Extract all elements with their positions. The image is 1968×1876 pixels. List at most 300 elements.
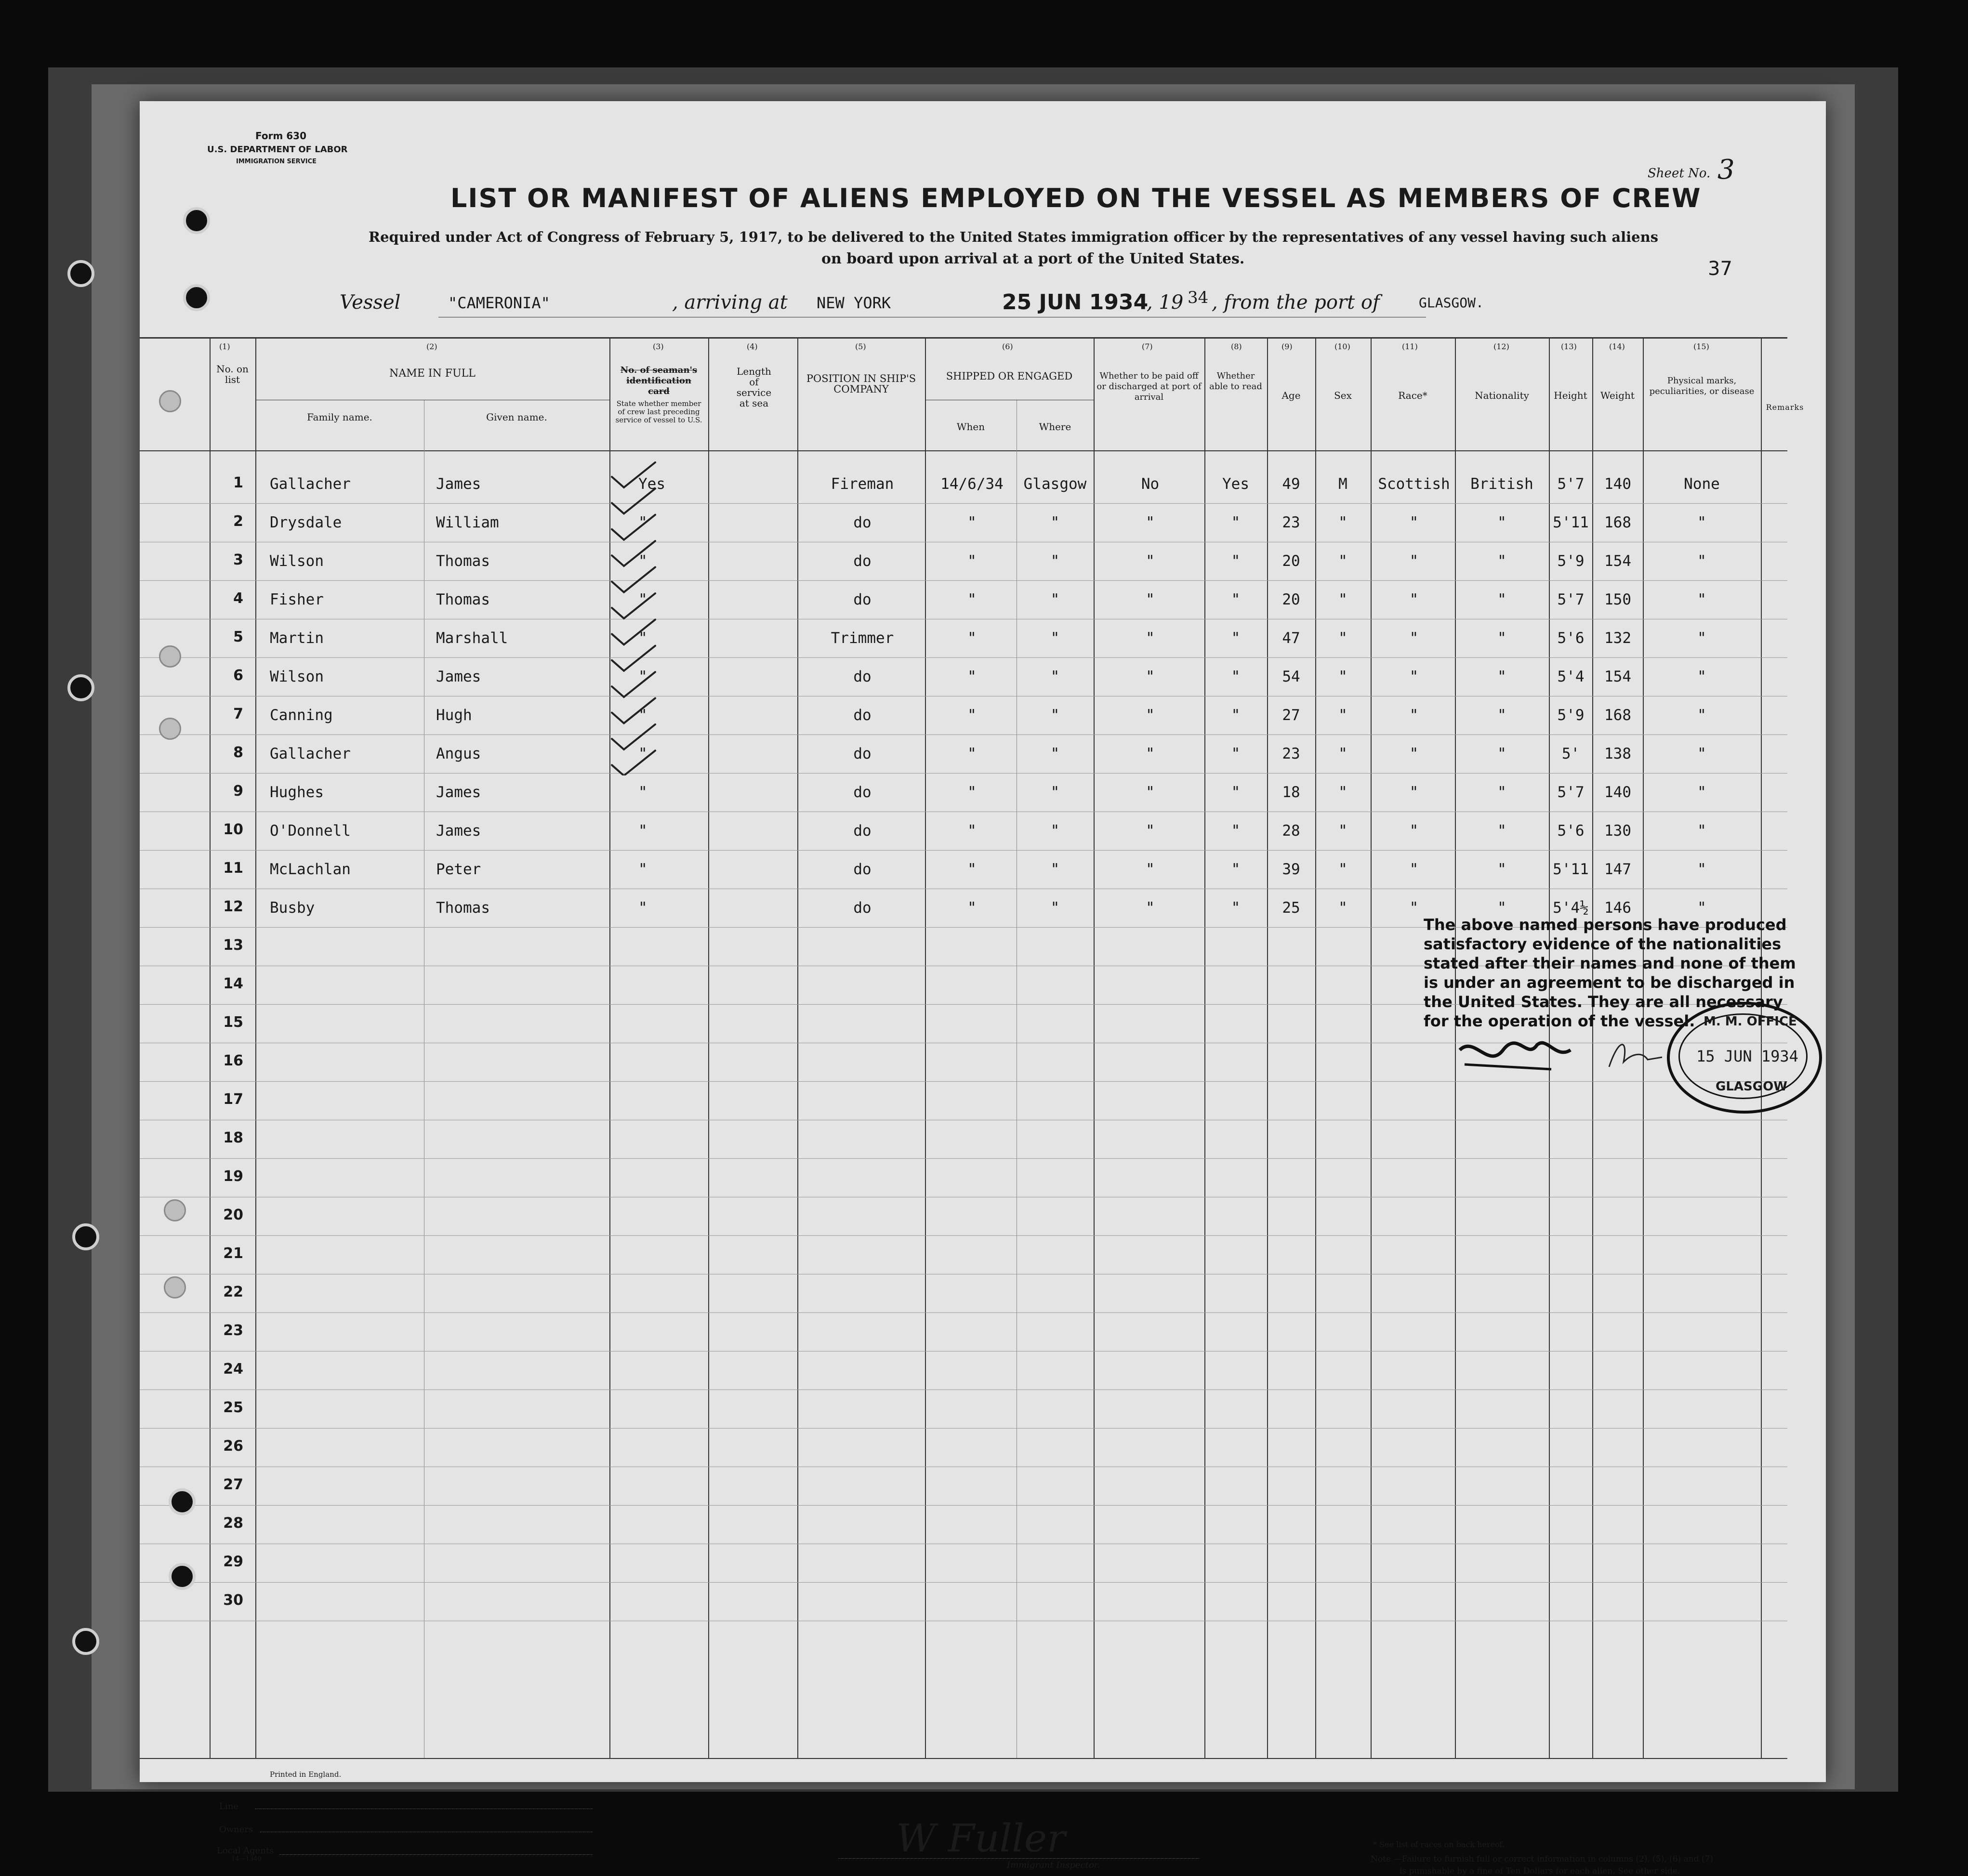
cell-served: "	[638, 822, 647, 840]
cell-family: Gallacher	[270, 475, 351, 493]
cell-read: "	[1231, 630, 1241, 647]
cell-where: "	[1050, 591, 1060, 608]
cell-given: Thomas	[436, 552, 490, 570]
cell-sex: "	[1338, 899, 1347, 917]
cell-family: Busby	[270, 899, 315, 917]
binder-hole	[159, 390, 181, 412]
cell-when: "	[967, 861, 977, 878]
certification-line: stated after their names and none of them	[1424, 954, 1796, 972]
binder-hole	[169, 1563, 196, 1590]
row-number: 2	[233, 513, 243, 530]
cell-given: James	[436, 668, 481, 685]
header-name-in-full: NAME IN FULL	[389, 367, 475, 380]
cell-marks: "	[1697, 591, 1706, 608]
races-note: * See list of races on back hereof.	[1373, 1840, 1505, 1849]
cell-race: "	[1409, 630, 1419, 647]
cell-when: "	[967, 630, 977, 647]
cell-position: do	[853, 707, 872, 724]
vessel-name: "CAMERONIA"	[448, 294, 550, 312]
check-mark	[612, 698, 655, 723]
cell-served: "	[638, 514, 647, 531]
cell-race: "	[1409, 822, 1419, 840]
service: IMMIGRATION SERVICE	[236, 158, 317, 165]
cell-read: "	[1231, 822, 1241, 840]
year-suffix: 34	[1188, 288, 1209, 307]
binder-hole	[72, 1223, 99, 1250]
table-row	[140, 465, 1787, 503]
agents-code: 14—1340	[231, 1855, 262, 1863]
binder-hole	[164, 1199, 186, 1221]
cell-position: do	[853, 822, 872, 840]
row-number: 4	[233, 590, 243, 607]
cell-marks: "	[1697, 899, 1706, 917]
cell-position: do	[853, 899, 872, 917]
cell-given: Thomas	[436, 591, 490, 608]
cell-race: "	[1409, 514, 1419, 531]
cell-read: "	[1231, 514, 1241, 531]
cell-weight: 140	[1604, 475, 1631, 493]
row-rule	[140, 1428, 1787, 1429]
header-physical-marks: Physical marks, peculiarities, or disease	[1649, 376, 1755, 396]
cell-race: "	[1409, 745, 1419, 762]
table-row	[140, 850, 1787, 889]
cell-when: "	[967, 784, 977, 801]
header-able-to-read: Whether able to read	[1209, 371, 1262, 392]
cell-served: "	[638, 552, 647, 570]
header-shipped: SHIPPED OR ENGAGED	[946, 370, 1073, 382]
cell-when: "	[967, 899, 977, 917]
row-number: 20	[223, 1207, 243, 1223]
manifest-sheet	[140, 101, 1826, 1876]
stamp-bottom: GLASGOW	[1716, 1079, 1787, 1094]
cell-when: "	[967, 822, 977, 840]
binder-hole	[159, 718, 181, 740]
cell-where: "	[1050, 745, 1060, 762]
cell-height: 5'7	[1557, 784, 1585, 801]
row-number: 18	[223, 1129, 243, 1146]
cell-paid: "	[1146, 707, 1155, 724]
note-line-2: is punishable by a fine of Ten Dollars for each alien. See other side.	[1400, 1866, 1680, 1876]
subtitle-2: on board upon arrival at a port of the United States.	[821, 250, 1245, 267]
check-mark	[612, 515, 655, 540]
officer-initials	[1604, 1033, 1667, 1076]
arriving-label: , arriving at	[672, 291, 788, 314]
form-number: Form 630	[255, 130, 307, 142]
cell-height: 5'9	[1557, 707, 1585, 724]
cell-weight: 150	[1604, 591, 1631, 608]
row-number: 19	[223, 1168, 243, 1185]
table-row	[140, 542, 1787, 580]
cell-read: "	[1231, 552, 1241, 570]
cell-when: "	[967, 552, 977, 570]
cell-nationality: "	[1497, 668, 1506, 685]
row-number: 5	[233, 629, 243, 645]
cell-paid: "	[1146, 630, 1155, 647]
cell-height: 5'4	[1557, 668, 1585, 685]
cell-paid: "	[1146, 822, 1155, 840]
cell-position: do	[853, 861, 872, 878]
cell-marks: None	[1684, 475, 1720, 493]
table-row	[140, 657, 1787, 696]
table-row	[140, 619, 1787, 657]
cell-where: "	[1050, 784, 1060, 801]
cell-marks: "	[1697, 822, 1706, 840]
cell-family: Gallacher	[270, 745, 351, 762]
cell-where: "	[1050, 822, 1060, 840]
cell-read: Yes	[1222, 475, 1249, 493]
cell-height: 5'6	[1557, 630, 1585, 647]
cell-sex: "	[1338, 822, 1347, 840]
cell-where: "	[1050, 552, 1060, 570]
cell-sex: "	[1338, 514, 1347, 531]
department: U.S. DEPARTMENT OF LABOR	[207, 144, 348, 155]
header-nationality: Nationality	[1475, 390, 1529, 401]
header-given-name: Given name.	[486, 411, 547, 423]
cell-weight: 154	[1604, 552, 1631, 570]
cell-where: "	[1050, 630, 1060, 647]
binder-hole	[159, 645, 181, 668]
row-number: 1	[233, 474, 243, 491]
cell-family: McLachlan	[270, 861, 351, 878]
line-label: Line	[219, 1801, 238, 1811]
cell-position: Fireman	[831, 475, 894, 493]
cell-marks: "	[1697, 861, 1706, 878]
from-label: , from the port of	[1212, 291, 1380, 314]
cell-weight: 146	[1604, 899, 1631, 917]
row-number: 27	[223, 1476, 243, 1493]
cell-paid: "	[1146, 861, 1155, 878]
cell-height: 5'4½	[1553, 899, 1589, 917]
col-num-1: (1)	[219, 342, 230, 351]
col-num-4: (4)	[747, 342, 758, 351]
check-mark	[612, 619, 655, 644]
cell-nationality: "	[1497, 591, 1506, 608]
col-num-11: (11)	[1402, 342, 1418, 351]
cell-position: Trimmer	[831, 630, 894, 647]
certification-line: satisfactory evidence of the nationalities	[1424, 935, 1782, 953]
binder-hole	[67, 260, 94, 287]
cell-served: Yes	[638, 475, 665, 493]
cell-marks: "	[1697, 514, 1706, 531]
row-number: 11	[223, 860, 243, 877]
cell-given: Thomas	[436, 899, 490, 917]
cell-read: "	[1231, 707, 1241, 724]
col-num-5: (5)	[855, 342, 866, 351]
cell-where: "	[1050, 514, 1060, 531]
cell-family: Wilson	[270, 552, 324, 570]
col-num-15: (15)	[1693, 342, 1709, 351]
binder-hole	[183, 207, 210, 234]
checkmarks	[602, 448, 718, 775]
col-num-2: (2)	[426, 342, 437, 351]
cell-weight: 168	[1604, 514, 1631, 531]
cell-served: "	[638, 784, 647, 801]
cell-served: "	[638, 861, 647, 878]
row-number: 14	[223, 975, 243, 992]
cell-position: do	[853, 514, 872, 531]
subtitle-1: Required under Act of Congress of February 5, 1917, to be delivered to the United States immigration officer by the representatives of any vessel having such aliens	[369, 229, 1659, 245]
col-num-12: (12)	[1493, 342, 1509, 351]
cell-height: 5'6	[1557, 822, 1585, 840]
office-stamp	[1667, 1002, 1822, 1114]
binder-hole	[67, 674, 94, 701]
cell-paid: "	[1146, 668, 1155, 685]
certification-line: The above named persons have produced	[1424, 916, 1787, 934]
table-row	[140, 580, 1787, 619]
row-number: 26	[223, 1438, 243, 1455]
cell-weight: 132	[1604, 630, 1631, 647]
check-mark	[612, 488, 655, 513]
cell-marks: "	[1697, 707, 1706, 724]
cell-where: "	[1050, 861, 1060, 878]
cell-age: 27	[1282, 707, 1300, 724]
col-num-14: (14)	[1609, 342, 1625, 351]
cell-sex: "	[1338, 784, 1347, 801]
cell-sex: M	[1338, 475, 1347, 493]
printed-in: Printed in England.	[270, 1770, 342, 1779]
master-signature	[1455, 1031, 1580, 1084]
cell-age: 20	[1282, 552, 1300, 570]
cell-height: 5'	[1561, 745, 1580, 762]
cell-age: 25	[1282, 899, 1300, 917]
note-line-1: Note.—Failure to furnish full or correct information in columns (2), (5), (6) and (7)	[1371, 1854, 1713, 1864]
check-mark	[612, 462, 655, 487]
cell-read: "	[1231, 784, 1241, 801]
row-number: 29	[223, 1553, 243, 1570]
cell-height: 5'9	[1557, 552, 1585, 570]
cell-age: 23	[1282, 514, 1300, 531]
row-rule	[140, 1312, 1787, 1313]
cell-when: 14/6/34	[940, 475, 1004, 493]
col-num-8: (8)	[1231, 342, 1242, 351]
check-mark	[612, 541, 655, 566]
row-number: 8	[233, 744, 243, 761]
header-id-card-struck: No. of seaman's identification card	[620, 365, 698, 396]
cell-read: "	[1231, 899, 1241, 917]
cell-position: do	[853, 784, 872, 801]
header-race: Race*	[1398, 390, 1427, 401]
cell-age: 49	[1282, 475, 1300, 493]
cell-paid: "	[1146, 745, 1155, 762]
cell-position: do	[853, 668, 872, 685]
arriving-port: NEW YORK	[817, 294, 891, 312]
cell-position: do	[853, 745, 872, 762]
binder-hole	[72, 1628, 99, 1655]
row-number: 9	[233, 783, 243, 800]
stamp-date: 15 JUN 1934	[1696, 1047, 1798, 1065]
cell-read: "	[1231, 861, 1241, 878]
arrival-date-stamp: 25 JUN 1934	[1002, 290, 1149, 315]
cell-nationality: "	[1497, 861, 1506, 878]
cell-given: James	[436, 475, 481, 493]
cell-age: 54	[1282, 668, 1300, 685]
row-number: 10	[223, 821, 243, 838]
cell-given: Peter	[436, 861, 481, 878]
cell-race: Scottish	[1378, 475, 1450, 493]
vessel-label: Vessel	[340, 291, 401, 314]
cell-nationality: British	[1470, 475, 1533, 493]
check-mark	[612, 593, 655, 618]
cell-when: "	[967, 591, 977, 608]
row-rule	[140, 1158, 1787, 1159]
row-number: 30	[223, 1592, 243, 1609]
cell-weight: 130	[1604, 822, 1631, 840]
year-prefix: , 19	[1147, 291, 1184, 314]
cell-paid: "	[1146, 552, 1155, 570]
binder-hole	[164, 1276, 186, 1299]
cell-sex: "	[1338, 745, 1347, 762]
table-row	[140, 735, 1787, 773]
header-weight: Weight	[1600, 390, 1635, 401]
page-number: 37	[1708, 258, 1732, 280]
cell-race: "	[1409, 707, 1419, 724]
cell-given: James	[436, 822, 481, 840]
cell-age: 18	[1282, 784, 1300, 801]
cell-race: "	[1409, 861, 1419, 878]
header-served: State whether member of crew last preceding service of vessel to U.S.	[615, 399, 702, 424]
certification-line: the United States. They are all necessary	[1424, 993, 1783, 1011]
col-num-7: (7)	[1142, 342, 1153, 351]
table-row	[140, 503, 1787, 542]
header-sex: Sex	[1334, 390, 1352, 401]
cell-age: 39	[1282, 861, 1300, 878]
row-rule	[140, 1582, 1787, 1583]
cell-family: O'Donnell	[270, 822, 351, 840]
binder-hole	[169, 1488, 196, 1515]
row-rule	[140, 1235, 1787, 1236]
cell-race: "	[1409, 784, 1419, 801]
row-number: 13	[223, 937, 243, 954]
cell-read: "	[1231, 668, 1241, 685]
cell-age: 20	[1282, 591, 1300, 608]
header-no-on-list: No. on list	[216, 363, 249, 385]
inspector-signature: W Fuller	[896, 1816, 1066, 1861]
col-num-3: (3)	[653, 342, 664, 351]
cell-weight: 140	[1604, 784, 1631, 801]
cell-age: 47	[1282, 630, 1300, 647]
cell-served: "	[638, 668, 647, 685]
cell-marks: "	[1697, 552, 1706, 570]
cell-race: "	[1409, 899, 1419, 917]
cell-read: "	[1231, 745, 1241, 762]
cell-nationality: "	[1497, 822, 1506, 840]
agents-label: Local Agents	[217, 1846, 274, 1856]
cell-position: do	[853, 591, 872, 608]
table-row	[140, 773, 1787, 812]
check-mark	[612, 672, 655, 697]
header-when: When	[956, 421, 985, 433]
from-port: GLASGOW.	[1419, 295, 1484, 311]
cell-nationality: "	[1497, 707, 1506, 724]
stamp-top: M. M. OFFICE	[1704, 1014, 1797, 1029]
cell-served: "	[638, 899, 647, 917]
owners-underline	[260, 1832, 593, 1833]
cell-given: Marshall	[436, 630, 508, 647]
cell-family: Hughes	[270, 784, 324, 801]
col-num-9: (9)	[1281, 342, 1293, 351]
row-number: 3	[233, 551, 243, 568]
check-mark	[612, 750, 655, 775]
cell-height: 5'11	[1553, 861, 1589, 878]
cell-paid: "	[1146, 899, 1155, 917]
col-num-13: (13)	[1561, 342, 1577, 351]
row-rule	[140, 1505, 1787, 1506]
header-paid-off: Whether to be paid off or discharged at port of arrival	[1096, 371, 1202, 402]
cell-read: "	[1231, 591, 1241, 608]
binder-hole	[183, 284, 210, 311]
cell-paid: No	[1141, 475, 1160, 493]
cell-age: 28	[1282, 822, 1300, 840]
cell-nationality: "	[1497, 630, 1506, 647]
cell-race: "	[1409, 668, 1419, 685]
row-number: 25	[223, 1399, 243, 1416]
cell-nationality: "	[1497, 552, 1506, 570]
certification-line: for the operation of the vessel.	[1424, 1012, 1695, 1030]
col-num-10: (10)	[1334, 342, 1350, 351]
row-number: 15	[223, 1014, 243, 1031]
page-title: LIST OR MANIFEST OF ALIENS EMPLOYED ON THE VESSEL AS MEMBERS OF CREW	[450, 183, 1702, 213]
certification-line: is under an agreement to be discharged in	[1424, 973, 1795, 992]
cell-nationality: "	[1497, 514, 1506, 531]
row-number: 16	[223, 1052, 243, 1069]
inspector-line	[838, 1858, 1200, 1859]
cell-weight: 154	[1604, 668, 1631, 685]
header-length-service: Length of service at sea	[736, 366, 772, 409]
cell-height: 5'7	[1557, 591, 1585, 608]
cell-paid: "	[1146, 784, 1155, 801]
header-age: Age	[1281, 390, 1301, 401]
inspector-label: Immigrant Inspector.	[1007, 1860, 1100, 1870]
header-position: POSITION IN SHIP'S COMPANY	[806, 373, 916, 395]
cell-served: "	[638, 707, 647, 724]
owners-label: Owners	[219, 1824, 253, 1835]
check-mark	[612, 567, 655, 592]
cell-family: Wilson	[270, 668, 324, 685]
cell-sex: "	[1338, 630, 1347, 647]
cell-family: Fisher	[270, 591, 324, 608]
sheet-label: Sheet No.	[1648, 166, 1711, 181]
cell-when: "	[967, 668, 977, 685]
cell-weight: 168	[1604, 707, 1631, 724]
cell-height: 5'11	[1553, 514, 1589, 531]
header-family-name: Family name.	[307, 411, 372, 423]
cell-given: Angus	[436, 745, 481, 762]
row-number: 7	[233, 706, 243, 722]
sheet-number: 3	[1717, 154, 1735, 185]
row-number: 23	[223, 1322, 243, 1339]
cell-race: "	[1409, 591, 1419, 608]
cell-sex: "	[1338, 707, 1347, 724]
table-row	[140, 696, 1787, 735]
cell-position: do	[853, 552, 872, 570]
row-number: 21	[223, 1245, 243, 1262]
cell-marks: "	[1697, 745, 1706, 762]
row-number: 6	[233, 667, 243, 684]
check-mark	[612, 724, 655, 749]
cell-served: "	[638, 630, 647, 647]
header-bottom-border	[140, 450, 1787, 451]
cell-sex: "	[1338, 668, 1347, 685]
line-underline	[255, 1809, 593, 1810]
cell-height: 5'7	[1557, 475, 1585, 493]
cell-family: Martin	[270, 630, 324, 647]
cell-where: "	[1050, 668, 1060, 685]
header-height: Height	[1554, 390, 1587, 401]
cell-where: Glasgow	[1023, 475, 1087, 493]
cell-given: Hugh	[436, 707, 472, 724]
cell-age: 23	[1282, 745, 1300, 762]
header-where: Where	[1039, 421, 1071, 433]
